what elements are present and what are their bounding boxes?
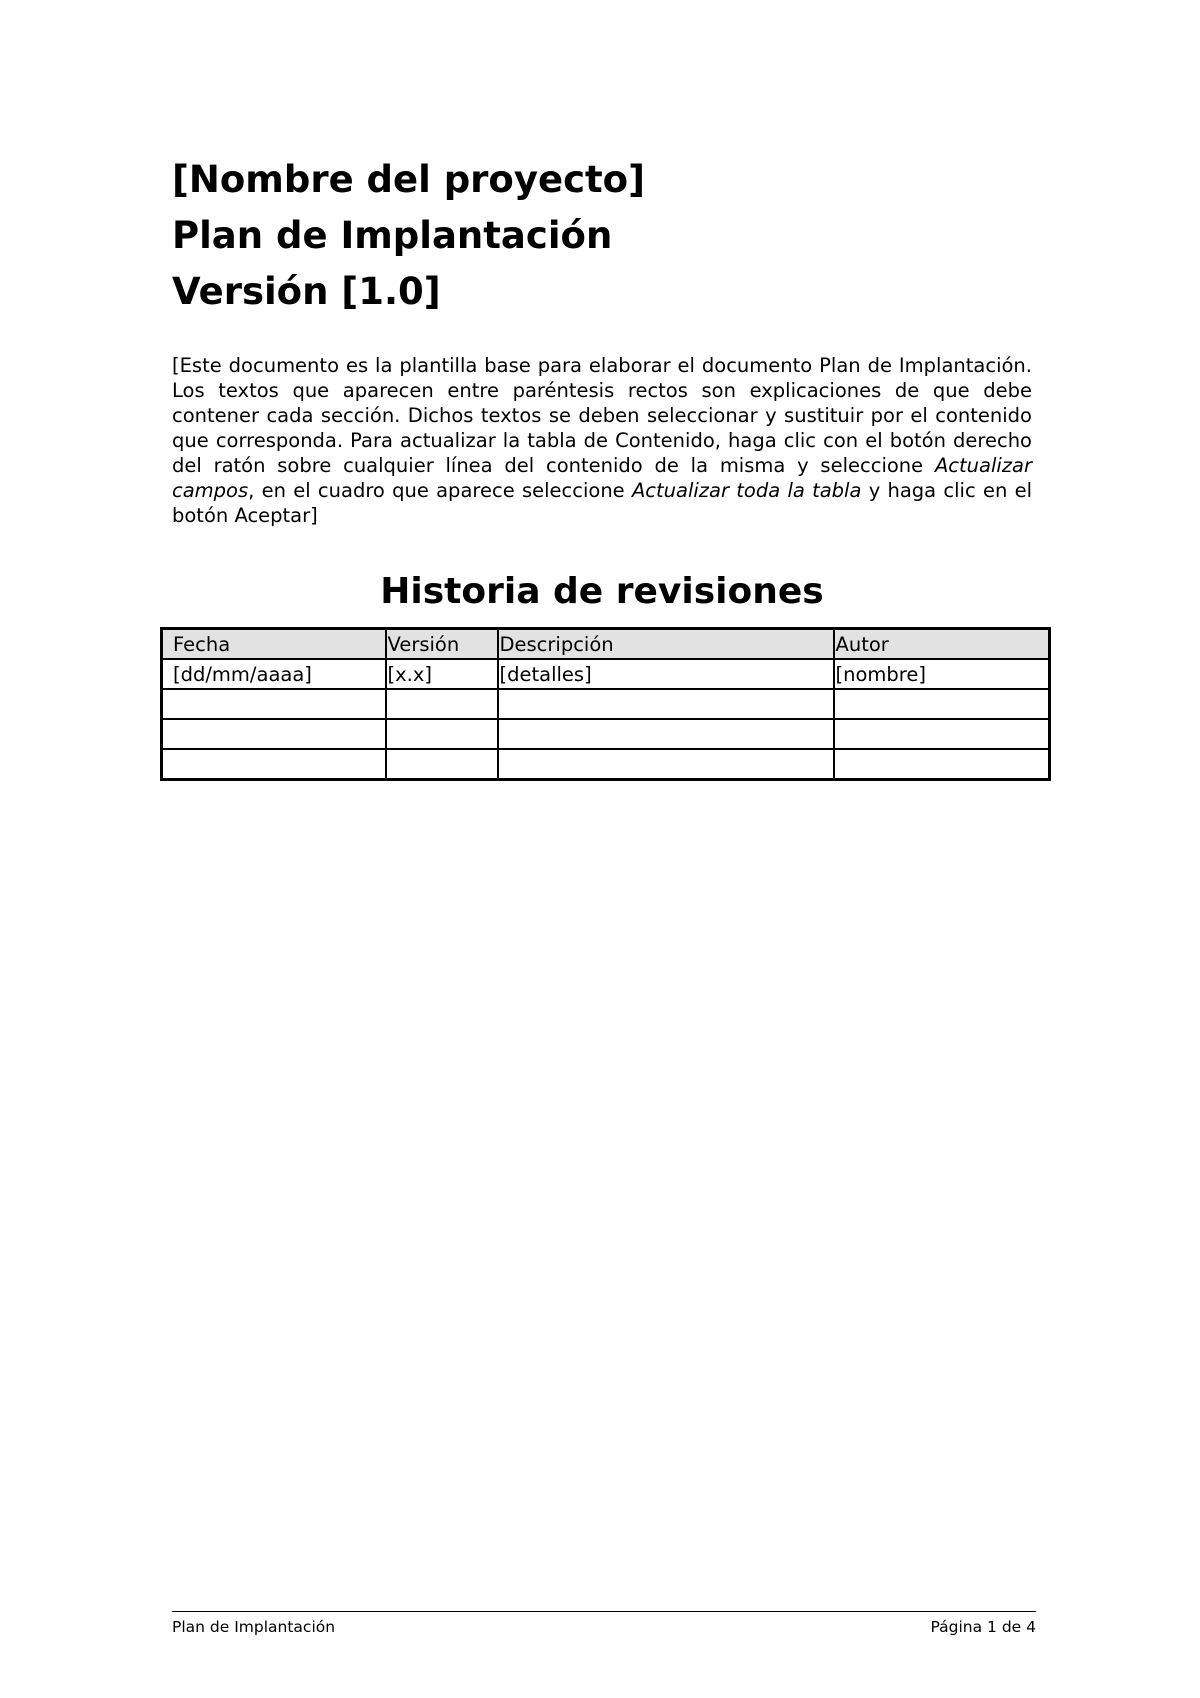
table-header-row (162, 629, 1050, 660)
table-cell (498, 719, 834, 749)
table-cell: [nombre] (834, 659, 1050, 689)
document-title: Plan de Implantación (172, 214, 613, 257)
footer-page-number: Página 1 de 4 (930, 1618, 1036, 1636)
table-row (162, 659, 1050, 689)
intro-emphasis-1: Actualizar campos (172, 454, 1032, 502)
table-cell (498, 689, 834, 719)
intro-text-3: y haga clic en el botón Aceptar] (172, 479, 1032, 527)
revisions-heading: Historia de revisiones (380, 571, 824, 612)
title-block (172, 152, 1032, 320)
intro-paragraph (172, 353, 1032, 528)
page-footer (172, 1611, 1036, 1638)
intro-emphasis-2: Actualizar toda la tabla (631, 479, 862, 502)
table-cell: [detalles] (498, 659, 834, 689)
table-row (162, 689, 1050, 719)
table-cell: [dd/mm/aaaa] (162, 659, 386, 689)
column-header-version: Versión (386, 629, 498, 660)
table-cell (162, 689, 386, 719)
column-header-fecha: Fecha (162, 629, 386, 660)
table-row (162, 749, 1050, 780)
table-cell (386, 689, 498, 719)
column-header-autor: Autor (834, 629, 1050, 660)
table-cell (498, 749, 834, 780)
table-cell (834, 689, 1050, 719)
table-cell (386, 719, 498, 749)
footer-document-title: Plan de Implantación (172, 1618, 336, 1636)
table-row (162, 719, 1050, 749)
revisions-table (160, 627, 1051, 781)
column-header-descripcion: Descripción (498, 629, 834, 660)
project-name-title: [Nombre del proyecto] (172, 158, 646, 201)
intro-text-1: [Este documento es la plantilla base para elaborar el documento Plan de Implantación. Los textos que aparecen entre paréntesis rectos son explicaciones de que debe contener cada sección. Dichos textos se deben seleccionar y sustituir por el contenido que corresponda. Para actualizar la tabla de Contenido, haga clic con el botón derecho del ratón sobre cualquier línea del contenido de la misma y seleccione (172, 354, 1032, 477)
table-cell (162, 749, 386, 780)
table-cell (834, 749, 1050, 780)
table-cell (386, 749, 498, 780)
intro-text-2: , en el cuadro que aparece seleccione (248, 479, 632, 502)
table-cell: [x.x] (386, 659, 498, 689)
table-cell (834, 719, 1050, 749)
version-title: Versión [1.0] (172, 270, 441, 313)
table-cell (162, 719, 386, 749)
